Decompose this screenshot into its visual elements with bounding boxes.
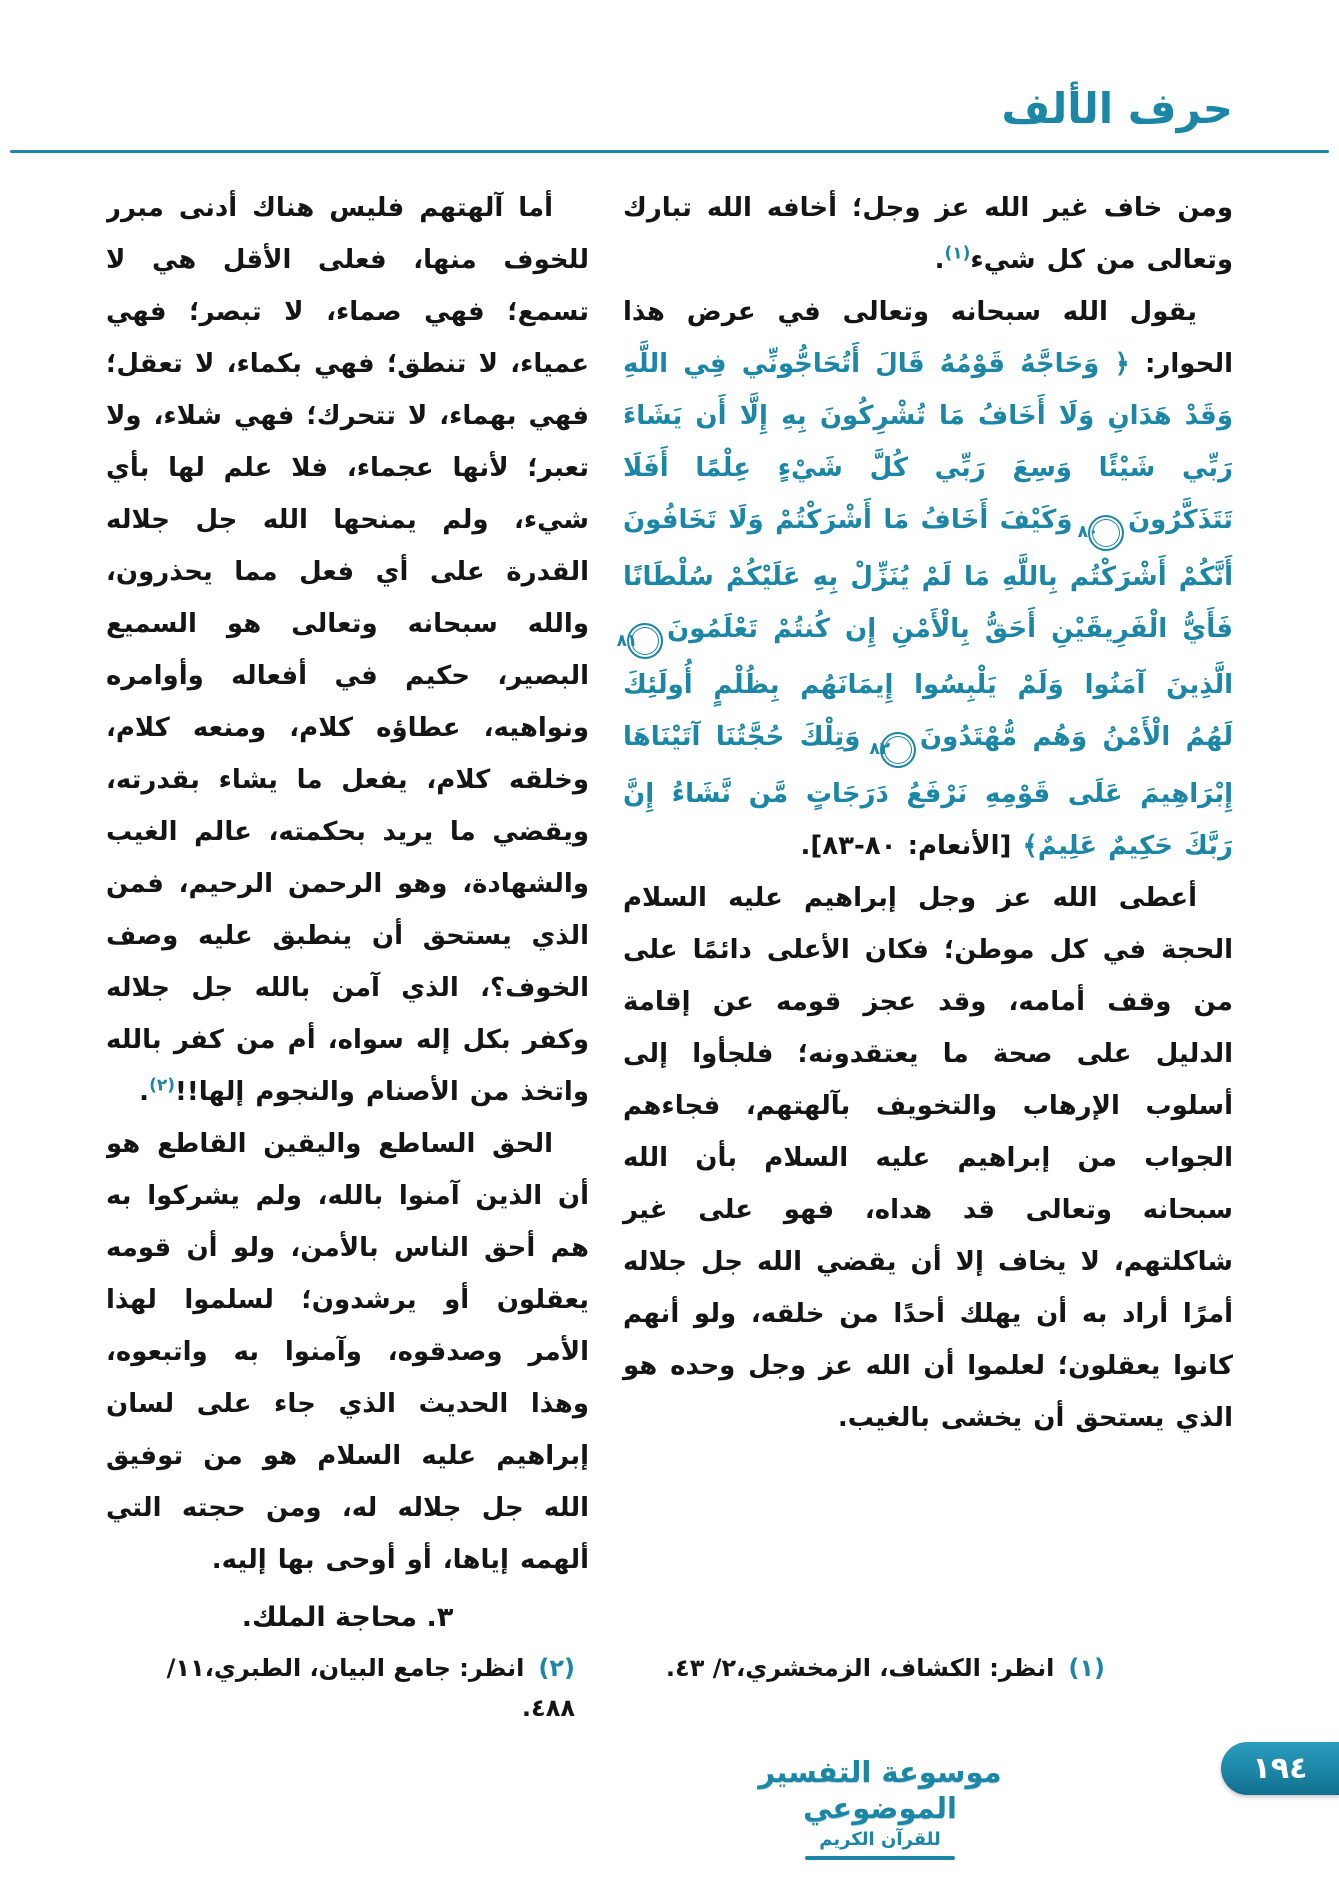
footnote-ref-1: (١) (944, 243, 971, 264)
footnote (106, 1648, 589, 1728)
footnotes (106, 1648, 1233, 1728)
footnote (623, 1648, 1233, 1728)
paragraph (106, 182, 589, 1118)
quran-verse-81: وَكَيْفَ أَخَافُ مَا أَشْرَكْتُمْ وَلَا تَخَافُونَ أَنَّكُمْ أَشْرَكْتُم بِاللَّهِ مَا لَمْ يُنَزِّلْ بِهِ عَلَيْكُمْ سُلْطَانًا فَأَيُّ الْفَرِيقَيْنِ أَحَقُّ بِالْأَمْنِ إِن كُنتُمْ تَعْلَمُونَ (623, 505, 1233, 644)
verse-number-81: ٨١ (627, 623, 663, 659)
page-number-badge: ١٩٤ (1221, 1742, 1339, 1795)
verse-number-80: ٨٠ (1088, 515, 1124, 551)
quran-intro-text: يقول الله سبحانه وتعالى في عرض هذا الحوار: (623, 297, 1233, 379)
paragraph (623, 182, 1233, 286)
page-body (106, 182, 1233, 1642)
quran-close-ornament: ﴾ (1022, 830, 1038, 861)
footnote-text: انظر: الكشاف، الزمخشري،٢/ ٤٣. (665, 1654, 1055, 1682)
paragraph-text: ومن خاف غير الله عز وجل؛ أخافه الله تبارك وتعالى من كل شيء (623, 193, 1233, 275)
paragraph: أعطى الله عز وجل إبراهيم عليه السلام الحجة في كل موطن؛ فكان الأعلى دائمًا على من وقف أمامه، وقد عجز قومه عن إقامة الدليل على صحة ما يعتقدونه؛ فلجأوا إلى أسلوب الإرهاب والتخويف بآلهتهم، فجاءهم الجواب من إبراهيم عليه السلام بأن الله سبحانه وتعالى قد هداه، فهو على غير شاكلتهم، لا يخاف إلا أن يقضي الله جل جلاله أمرًا أراد به أن يهلك أحدًا من خلقه، ولو أنهم كانوا يعقلون؛ لعلموا أن الله عز وجل وحده هو الذي يستحق أن يخشى بالغيب. (623, 882, 1233, 1433)
paragraph: الحق الساطع واليقين القاطع هو أن الذين آمنوا بالله، ولم يشركوا به هم أحق الناس بالأمن، ولو أن قومه يعقلون أو يرشدون؛ لسلموا لهذا الأمر وصدقوه، وآمنوا به واتبعوه، وهذا الحديث الذي جاء على لسان إبراهيم عليه السلام هو من توفيق الله جل جلاله له، ومن حجته التي ألهمه إياها، أو أوحى بها إليه. (106, 1129, 589, 1575)
section-heading: ٣. محاجة الملك. (241, 1602, 454, 1633)
paragraph-text: . (934, 245, 945, 275)
footnote-text: انظر: جامع البيان، الطبري،١١/ ٤٨٨. (166, 1654, 575, 1722)
quran-citation: [الأنعام: ٨٠-٨٣]. (800, 830, 1012, 861)
publisher-logo-subtext: للقرآن الكريم (819, 1829, 941, 1850)
quran-verse-80: وَحَاجَّهُ قَوْمُهُ قَالَ أَتُحَاجُّونِّي فِي اللَّهِ وَقَدْ هَدَانِ وَلَا أَخَافُ مَا تُشْرِكُونَ بِهِ إِلَّا أَن يَشَاءَ رَبِّي شَيْئًا وَسِعَ رَبِّي كُلَّ شَيْءٍ عِلْمًا أَفَلَا تَتَذَكَّرُونَ (623, 349, 1233, 535)
footnote-number: (٢) (538, 1654, 575, 1682)
quran-open-ornament: ﴿ (1114, 349, 1130, 379)
publisher-logo (745, 1754, 1015, 1860)
footnote-ref-2: (٢) (149, 1075, 176, 1096)
paragraph-quran (616, 286, 1233, 872)
quran-verse-82: الَّذِينَ آمَنُوا وَلَمْ يَلْبِسُوا إِيمَانَهُم بِظُلْمٍ أُولَئِكَ لَهُمُ الْأَمْنُ وَهُم مُّهْتَدُونَ (623, 670, 1233, 752)
paragraph-text: أما آلهتهم فليس هناك أدنى مبرر للخوف منها، فعلى الأقل هي لا تسمع؛ فهي صماء، لا تبصر؛ فهي عمياء، لا تنطق؛ فهي بكماء، لا تعقل؛ فهي بهماء، لا تتحرك؛ فهي شلاء، ولا تعبر؛ لأنها عجماء، فلا علم لها بأي شيء، ولم يمنحها الله جل جلاله القدرة على أي فعل مما يحذرون، والله سبحانه وتعالى هو السميع البصير، حكيم في أفعاله وأوامره ونواهيه، عطاؤه كلام، ومنعه كلام، وخلقه كلام، يفعل ما يشاء بقدرته، ويقضي ما يريد بحكمته، عالم الغيب والشهادة، وهو الرحمن الرحيم، فمن الذي يستحق أن ينطبق عليه وصف الخوف؟، الذي آمن بالله جل جلاله وكفر بكل إله سواه، أم من كفر بالله واتخذ من الأصنام والنجوم إلها!! (106, 193, 589, 1107)
quran-quote (616, 349, 1233, 861)
column-right (616, 182, 1233, 1642)
logo-flourish (805, 1856, 955, 1860)
column-left (106, 182, 589, 1642)
verse-number-82: ٨٢ (880, 732, 916, 768)
quran-verse-83: وَتِلْكَ حُجَّتُنَا آتَيْنَاهَا إِبْرَاهِيمَ عَلَى قَوْمِهِ نَرْفَعُ دَرَجَاتٍ مَّن نَّشَاءُ إِنَّ رَبَّكَ حَكِيمٌ عَلِيمٌ (623, 722, 1233, 861)
paragraph-text: . (139, 1077, 150, 1107)
chapter-title: حرف الألف (1001, 84, 1233, 133)
header-divider (10, 150, 1329, 153)
publisher-logo-text: موسوعة التفسير الموضوعي (758, 1755, 1002, 1825)
footnote-number: (١) (1068, 1654, 1105, 1682)
